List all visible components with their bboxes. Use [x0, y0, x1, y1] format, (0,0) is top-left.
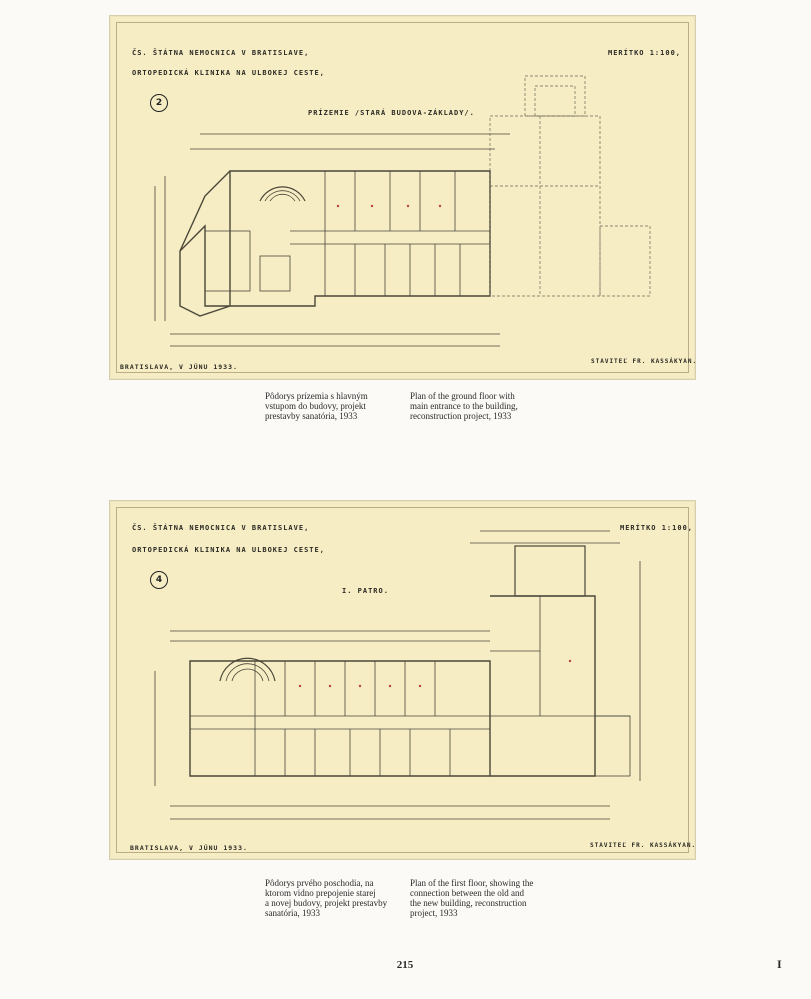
caption-sk-first-floor: Pôdorys prvého poschodia, na ktorom vidno prepojenie starej a novej budovy, projekt prestavby sanatória, 1933 — [265, 878, 388, 918]
plate-hospital-title: ČS. ŠTÁTNA NEMOCNICA V BRATISLAVE, — [132, 524, 310, 532]
plate-builder: STAVITEĽ FR. KASSÁKYAN. — [590, 842, 697, 849]
plate-floor-title: I. PATRO. — [342, 587, 389, 595]
plate-scale: MERÍTKO 1:100, — [620, 524, 694, 532]
plate-clinic-title: ORTOPEDICKÁ KLINIKA NA ULBOKEJ CESTE, — [132, 546, 325, 554]
page-number: 215 — [396, 959, 414, 971]
caption-sk-ground-floor: Pôdorys prízemia s hlavným vstupom do budovy, projekt prestavby sanatória, 1933 — [265, 391, 368, 421]
plate-clinic-title: ORTOPEDICKÁ KLINIKA NA ULBOKEJ CESTE, — [132, 69, 325, 77]
caption-en-first-floor: Plan of the first floor, showing the connection between the old and the new building, reconstruction project, 1933 — [410, 878, 534, 918]
plate-builder: STAVITEĽ FR. KASSÁKYAN. — [591, 358, 698, 365]
first-floor-plan-drawing — [109, 500, 696, 860]
plate-number-badge: 2 — [150, 94, 168, 112]
section-marker: I — [777, 957, 782, 971]
plate-place-date: BRATISLAVA, V JÚNU 1933. — [130, 844, 248, 852]
ground-floor-plan-drawing — [109, 15, 696, 380]
plate-scale: MERÍTKO 1:100, — [608, 49, 682, 57]
plate-number-badge: 4 — [150, 571, 168, 589]
plate-hospital-title: ČS. ŠTÁTNA NEMOCNICA V BRATISLAVE, — [132, 49, 310, 57]
caption-en-ground-floor: Plan of the ground floor with main entrance to the building, reconstruction project, 1933 — [410, 391, 518, 421]
plate-floor-title: PRÍZEMIE /STARÁ BUDOVA-ZÁKLADY/. — [308, 109, 475, 117]
plate-place-date: BRATISLAVA, V JÚNU 1933. — [120, 363, 238, 371]
first-floor-plan-linework — [110, 501, 695, 859]
